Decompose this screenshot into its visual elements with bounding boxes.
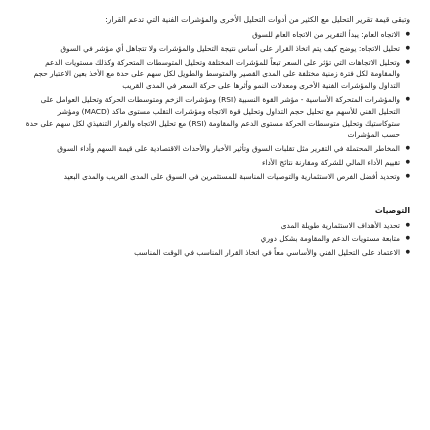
bullet-list (22, 29, 410, 183)
list-item: ● تقييم الأداء المالي للشركة ومقارنة نتائج الأداء (22, 157, 410, 169)
section-title: التوصيات (374, 205, 410, 215)
list-item: ● الاعتماد على التحليل الفني والأساسي معاً في اتخاذ القرار المناسب في الوقت المناسب (22, 247, 410, 259)
list-item: ● والمؤشرات المتحركة الأساسية - مؤشر القوة النسبية (RSI) ومؤشرات الزخم ومتوسطات الحركة وتحليل العوامل على التحليل الفني للأسهم مع تحليل حجم التداول وتحليل قوة الاتجاه ومؤشرات التقلب مستوى ماكد (MACD) ومؤشر ستوكاستيك وتحليل متوسطات الحركة مستوى الدعم والمقاومة (RSI) مع تحليل الاتجاه والقرار التنفيذي لكل سهم على حدة حسب المؤشرات (22, 94, 410, 141)
intro-paragraph: وتبقى قيمة تقرير التحليل مع الكثير من أدوات التحليل الأخرى والمؤشرات الفنية التي تدعم القرار: (105, 15, 410, 24)
recommendations-list (22, 220, 410, 259)
list-item: ● تحليل الاتجاه: يوضح كيف يتم اتخاذ القرار على أساس نتيجة التحليل والمؤشرات ولا تتجاهل أي مؤشر في السوق (22, 43, 410, 55)
list-item: ● متابعة مستويات الدعم والمقاومة بشكل دوري (22, 233, 410, 245)
list-item: ● المخاطر المحتملة في التقرير مثل تقلبات السوق وتأثير الأخبار والأحداث الاقتصادية على قيمة السهم وأداء السوق (22, 143, 410, 155)
list-item: ● وتحليل الاتجاهات التي تؤثر على السعر تبعاً للمؤشرات المختلفة وتحليل المتوسطات المتحركة وكذلك مستويات الدعم والمقاومة لكل فترة زمنية مختلفة على المدى القصير والمتوسط والطويل لكل سهم على حدة مع الأخذ بعين الاعتبار حجم التداول والمؤشرات الفنية الأخرى ومعدلات النمو وأثرها على حركة السعر في المدى القريب (22, 57, 410, 92)
list-item: ● الاتجاه العام: يبدأ التقرير من الاتجاه العام للسوق (22, 29, 410, 41)
list-item: ● تحديد الأهداف الاستثمارية طويلة المدى (22, 220, 410, 232)
list-item: ● وتحديد أفضل الفرص الاستثمارية والتوصيات المناسبة للمستثمرين في السوق على المدى القريب والمدى البعيد (22, 171, 410, 183)
